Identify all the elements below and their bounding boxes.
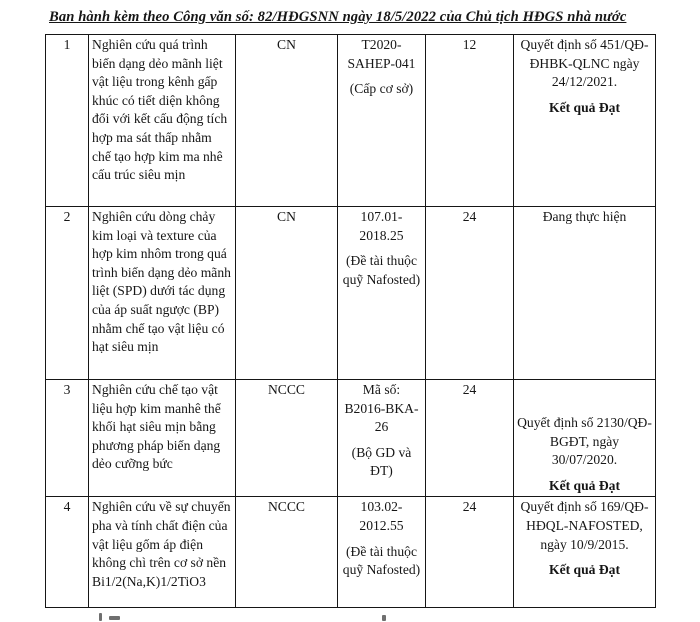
project-name-cell: Nghiên cứu quá trình biến dạng dẻo mãnh liệt vật liệu trong kênh gấp khúc có tiết diện không đổi với kết cấu động tích hợp ma sát thấp nhằm chế tạo hợp kim ma nhê cấu trúc siêu mịn	[89, 35, 236, 207]
result-cell	[514, 380, 656, 497]
project-name-cell: Nghiên cứu về sự chuyển pha và tính chất điện của vật liệu gốm áp điện không chì trên cơ sở nền Bi1/2(Na,K)1/2TiO3	[89, 497, 236, 608]
result-cell	[514, 207, 656, 380]
code-cell	[338, 35, 426, 207]
cutoff-text-fragment	[109, 616, 120, 620]
project-name-cell: Nghiên cứu dòng chảy kim loại và texture của hợp kim nhôm trong quá trình biến dạng dẻo mãnh liệt (SPD) dưới tác dụng của áp suất ngược (BP) nhằm chế tạo vật liệu có hạt siêu mịn	[89, 207, 236, 380]
project-code-note: (Đề tài thuộc quỹ Nafosted)	[342, 543, 421, 578]
project-name-cell: Nghiên cứu chế tạo vật liệu hợp kim manhê thể khối hạt siêu mịn bằng phương pháp biến dạng dẻo cưỡng bức	[89, 380, 236, 497]
duration-cell: 24	[426, 497, 514, 608]
role-cell: NCCC	[236, 380, 338, 497]
result-cell	[514, 497, 656, 608]
duration-cell: 12	[426, 35, 514, 207]
role-cell: CN	[236, 207, 338, 380]
code-cell	[338, 207, 426, 380]
duration-cell: 24	[426, 380, 514, 497]
cutoff-text-fragment	[99, 613, 102, 621]
code-cell	[338, 497, 426, 608]
document-caption: Ban hành kèm theo Công văn số: 82/HĐGSNN ngày 18/5/2022 của Chủ tịch HĐGS nhà nước	[49, 9, 627, 25]
role-cell: CN	[236, 35, 338, 207]
row-number-cell: 3	[46, 380, 89, 497]
table-row	[46, 207, 656, 380]
result-decision: Đang thực hiện	[542, 209, 627, 224]
duration-cell: 24	[426, 207, 514, 380]
project-code: T2020-SAHEP-041	[347, 37, 416, 71]
result-cell	[514, 35, 656, 207]
projects-table	[45, 34, 656, 608]
project-code-note: (Bộ GD và ĐT)	[351, 444, 412, 479]
project-code: Mã số: B2016-BKA-26	[344, 382, 419, 435]
row-number-cell: 2	[46, 207, 89, 380]
result-decision: Quyết định số 2130/QĐ-BGĐT, ngày 30/07/2020.	[517, 415, 652, 468]
code-cell	[338, 380, 426, 497]
project-code-note: (Đề tài thuộc quỹ Nafosted)	[342, 253, 421, 287]
role-cell: NCCC	[236, 497, 338, 608]
result-status: Kết quả Đạt	[549, 99, 620, 115]
row-number-cell: 1	[46, 35, 89, 207]
project-code: 107.01-2018.25	[359, 209, 404, 243]
result-decision: Quyết định số 451/QĐ-ĐHBK-QLNC ngày 24/12/2021.	[520, 37, 649, 90]
table-row	[46, 380, 656, 497]
result-decision: Quyết định số 169/QĐ-HĐQL-NAFOSTED, ngày 10/9/2015.	[520, 499, 649, 552]
cutoff-text-fragment	[382, 615, 386, 621]
project-code: 103.02-2012.55	[359, 499, 404, 533]
table-row	[46, 35, 656, 207]
table-row	[46, 497, 656, 608]
result-status: Kết quả Đạt	[549, 477, 620, 493]
project-code-note: (Cấp cơ sở)	[349, 81, 414, 97]
row-number-cell: 4	[46, 497, 89, 608]
result-status: Kết quả Đạt	[549, 562, 620, 578]
